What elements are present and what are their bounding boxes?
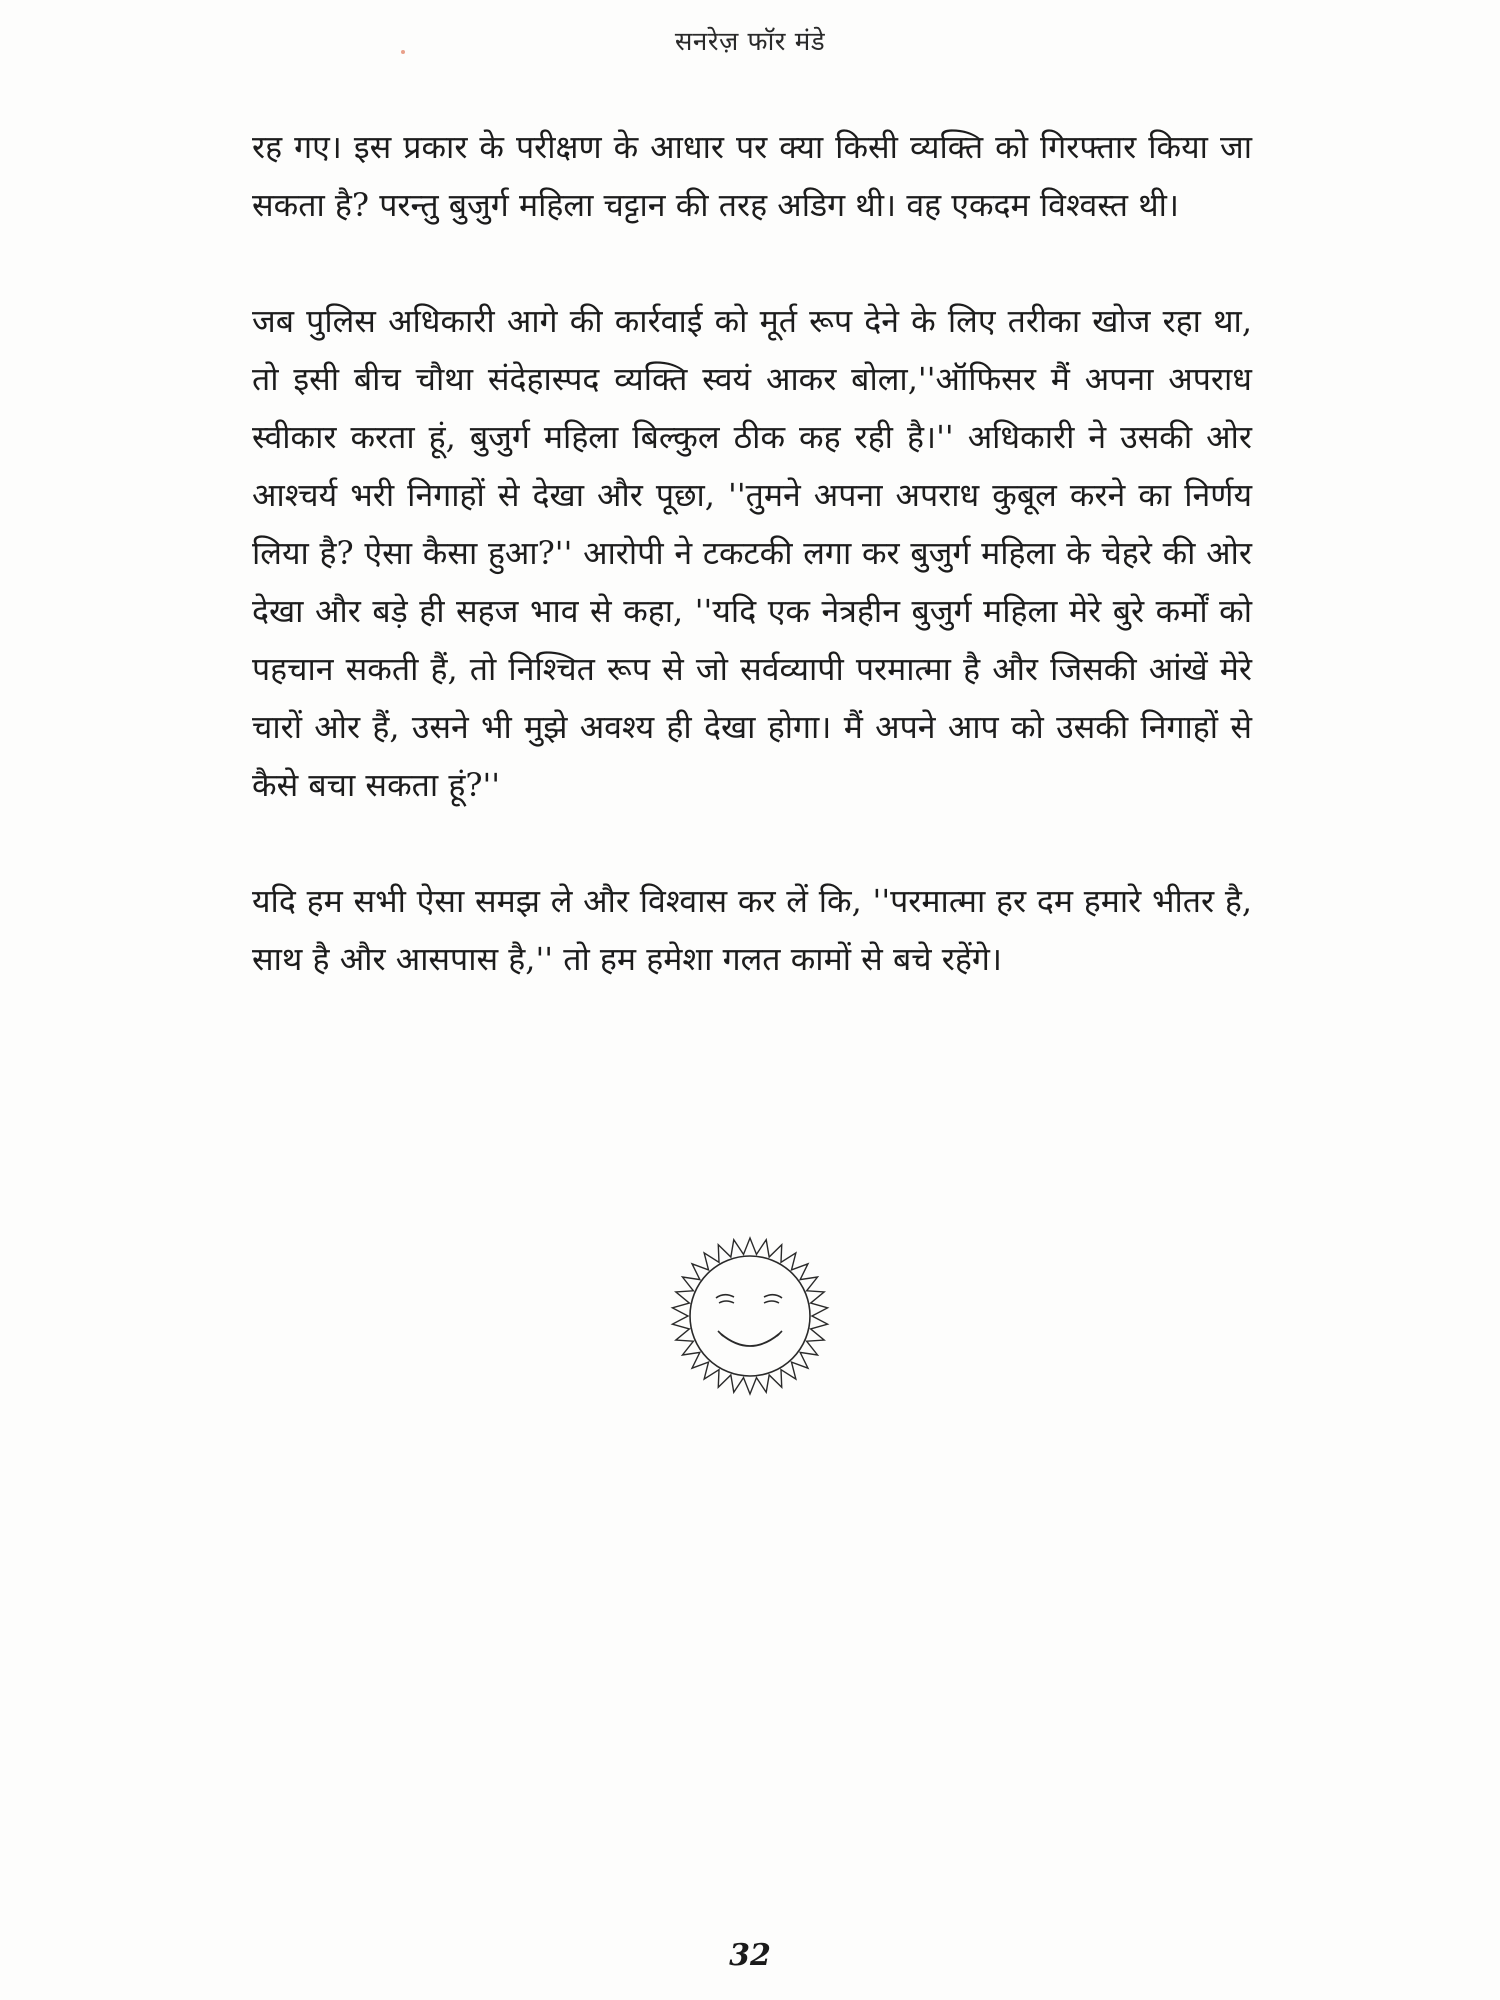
running-header-title: सनरेज़ फॉर मंडे <box>674 27 826 57</box>
sun-smile-right-dimple <box>777 1331 782 1336</box>
paragraph-3: यदि हम सभी ऐसा समझ ले और विश्वास कर लें कि, ''परमात्मा हर दम हमारे भीतर है, साथ है और आसपास है,'' तो हम हमेशा गलत कामों से बचे रहेंगे। <box>252 882 1252 978</box>
sun-right-eyebrow <box>764 1295 782 1298</box>
page-number: 32 <box>729 1938 771 1973</box>
smiling-sun-svg <box>664 1230 836 1402</box>
paragraph-1: रह गए। इस प्रकार के परीक्षण के आधार पर क्या किसी व्यक्ति को गिरफ्तार किया जा सकता है? परन्तु बुजुर्ग महिला चट्टान की तरह अडिग थी। वह एकदम विश्वस्त थी। <box>252 128 1252 224</box>
sun-face-outline <box>690 1256 810 1376</box>
sun-left-eye <box>719 1301 734 1303</box>
body-text <box>252 118 1252 1046</box>
sun-smile-left-dimple <box>718 1331 723 1336</box>
sun-rays <box>672 1238 827 1394</box>
sun-right-eye <box>764 1301 779 1303</box>
sun-ray-ring <box>672 1238 827 1394</box>
sun-smile <box>721 1334 779 1346</box>
smiling-sun-icon <box>664 1230 836 1402</box>
paragraph-2: जब पुलिस अधिकारी आगे की कार्रवाई को मूर्त रूप देने के लिए तरीका खोज रहा था, तो इसी बीच चौथा संदेहास्पद व्यक्ति स्वयं आकर बोला,''ऑफिसर मैं अपना अपराध स्वीकार करता हूं, बुजुर्ग महिला बिल्कुल ठीक कह रही है।'' अधिकारी ने उसकी ओर आश्चर्य भरी निगाहों से देखा और पूछा, ''तुमने अपना अपराध कुबूल करने का निर्णय लिया है? ऐसा कैसा हुआ?'' आरोपी ने टकटकी लगा कर बुजुर्ग महिला के चेहरे की ओर देखा और बड़े ही सहज भाव से कहा, ''यदि एक नेत्रहीन बुजुर्ग महिला मेरे बुरे कर्मों को पहचान सकती हैं, तो निश्चित रूप से जो सर्वव्यापी परमात्मा है और जिसकी आंखें मेरे चारों ओर हैं, उसने भी मुझे अवश्य ही देखा होगा। मैं अपने आप को उसकी निगाहों से कैसे बचा सकता हूं?'' <box>252 302 1252 804</box>
sun-left-eyebrow <box>716 1295 734 1298</box>
